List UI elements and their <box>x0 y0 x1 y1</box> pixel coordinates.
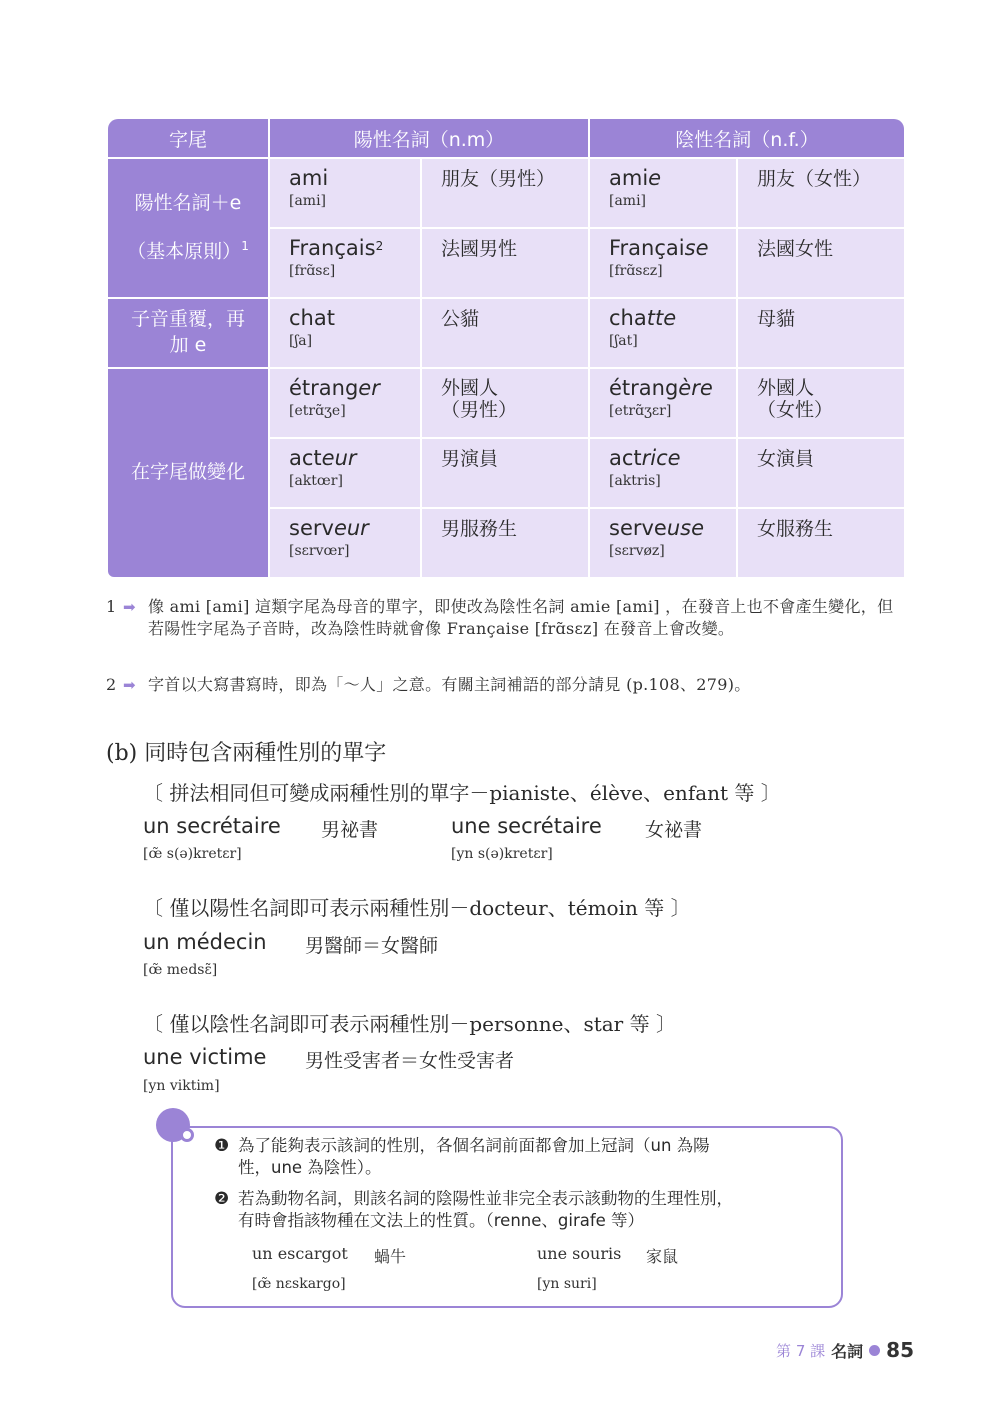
fem-ipa: [ami] <box>609 193 647 209</box>
category-basic <box>108 159 268 297</box>
category-suffix-change <box>108 369 268 577</box>
masc-ipa: [sɛrvœr] <box>289 543 350 559</box>
masc-meaning-cell <box>422 229 588 297</box>
category-label: 加 e <box>169 334 207 356</box>
tip-text: 性，une 為陰性）。 <box>238 1158 382 1177</box>
fem-meaning-cell <box>738 299 904 367</box>
example-ipa: [œ̃ s(ə)kretɛr] <box>143 846 242 862</box>
masc-meaning-cell <box>422 299 588 367</box>
masc-word: acteur <box>289 446 357 470</box>
table-row <box>108 159 904 227</box>
fem-meaning: 母貓 <box>757 308 796 330</box>
example-meaning: 女祕書 <box>645 819 703 841</box>
footnote-text: 字首以大寫書寫時，即為「～人」之意。有關主詞補語的部分請見 (p.108、279)。 <box>148 675 751 694</box>
fem-meaning-cell <box>738 439 904 507</box>
category-label: 在字尾做變化 <box>130 461 245 484</box>
example-word: un médecin <box>143 930 267 954</box>
fem-word: Française <box>609 236 709 260</box>
tip-text: 有時會指該物種在文法上的性質。（renne、girafe 等） <box>238 1211 645 1230</box>
tip-example-word: un escargot <box>252 1244 348 1263</box>
fem-ipa: [ʃat] <box>609 333 638 349</box>
masc-word: chat <box>289 306 335 330</box>
fem-ipa: [etrɑ̃ʒɛr] <box>609 403 672 419</box>
masc-word: serveur <box>289 516 369 540</box>
lesson-label: 第 7 課 <box>776 1341 826 1360</box>
masc-meaning: 朋友（男性） <box>441 168 556 190</box>
footnote-text: 像 ami [ami] 這類字尾為母音的單字，即使改為陰性名詞 amie [ami] ，在發音上也不會產生變化，但若陽性字尾為子音時，改為陰性時就會像 Française [frɑ̃sɛz] 在發音上會改變。 <box>148 597 894 638</box>
category-label: 子音重覆，再 <box>130 308 245 331</box>
masc-word: Français$^2$ <box>289 236 384 260</box>
number-one-icon: ❶ <box>214 1136 230 1156</box>
fem-word-cell <box>590 369 736 437</box>
topic-label: 名詞 <box>831 1341 864 1361</box>
fem-meaning: （女性） <box>757 399 834 421</box>
tip-example-meaning: 家鼠 <box>646 1247 679 1266</box>
masc-word-cell <box>270 369 420 437</box>
tip-example-ipa: [yn suri] <box>537 1276 597 1292</box>
masc-word: étranger <box>289 376 380 400</box>
masc-meaning-cell <box>422 439 588 507</box>
masc-meaning: 外國人 <box>441 377 499 399</box>
fem-word: étrangère <box>609 376 713 400</box>
fem-meaning: 法國女性 <box>757 238 834 260</box>
masc-meaning: 法國男性 <box>441 238 518 260</box>
masc-meaning: （男性） <box>441 399 518 421</box>
masc-word-cell <box>270 439 420 507</box>
example-word: une secrétaire <box>451 814 602 838</box>
fem-word-cell <box>590 299 736 367</box>
example-meaning: 男性受害者＝女性受害者 <box>305 1050 515 1072</box>
header-suffix: 字尾 <box>108 119 268 157</box>
example-word: un secrétaire <box>143 814 281 838</box>
group-heading: 〔 拼法相同但可變成兩種性別的單字－pianiste、élève、enfant 等 〕 <box>143 781 781 805</box>
masc-meaning: 公貓 <box>441 308 480 330</box>
fem-word-cell <box>590 159 736 227</box>
tip-example-word: une souris <box>537 1244 622 1263</box>
example-ipa: [œ̃ medsɛ̃] <box>143 962 218 978</box>
section-title: (b) 同時包含兩種性別的單字 <box>106 741 387 766</box>
masc-meaning: 男服務生 <box>441 518 518 540</box>
footnote-number: 2 <box>106 675 117 694</box>
fem-meaning-cell <box>738 369 904 437</box>
fem-word: amie <box>609 166 662 190</box>
category-label: （基本原則）$^1$ <box>127 239 249 263</box>
tip-item <box>214 1188 834 1232</box>
fem-meaning-cell <box>738 159 904 227</box>
masc-meaning-cell <box>422 159 588 227</box>
example-meaning: 男祕書 <box>321 819 379 841</box>
masc-ipa: [etrɑ̃ʒe] <box>289 403 346 419</box>
arrow-right-icon: ➡ <box>123 676 136 694</box>
tip-example-meaning: 蝸牛 <box>374 1247 407 1266</box>
fem-word: actrice <box>609 446 681 470</box>
fem-ipa: [aktris] <box>609 473 661 489</box>
fem-word-cell <box>590 439 736 507</box>
tip-dot-icon <box>180 1128 194 1142</box>
arrow-right-icon: ➡ <box>123 598 136 616</box>
fem-meaning-cell <box>738 229 904 297</box>
fem-meaning: 朋友（女性） <box>757 168 872 190</box>
page-number: 85 <box>886 1338 914 1362</box>
footnote-1 <box>106 596 906 640</box>
group-heading: 〔 僅以陰性名詞即可表示兩種性別－personne、star 等 〕 <box>143 1012 676 1036</box>
example-ipa: [yn viktim] <box>143 1078 220 1094</box>
footnote-2 <box>106 674 906 696</box>
masc-meaning-cell <box>422 509 588 577</box>
masc-ipa: [frɑ̃sɛ] <box>289 263 336 279</box>
tip-example-ipa: [œ̃ nɛskargo] <box>252 1276 346 1292</box>
example-meaning: 男醫師＝女醫師 <box>305 935 439 957</box>
category-double-consonant <box>108 299 268 367</box>
masc-meaning-cell <box>422 369 588 437</box>
masc-word-cell <box>270 299 420 367</box>
header-feminine: 陰性名詞（n.f.） <box>590 119 904 157</box>
masc-word-cell <box>270 159 420 227</box>
gender-table <box>106 117 906 579</box>
group-heading: 〔 僅以陽性名詞即可表示兩種性別－docteur、témoin 等 〕 <box>143 896 691 920</box>
fem-word-cell <box>590 509 736 577</box>
tip-text: 為了能夠表示該詞的性別，各個名詞前面都會加上冠詞（un 為陽 <box>238 1136 710 1155</box>
fem-meaning: 外國人 <box>757 377 815 399</box>
tip-text: 若為動物名詞，則該名詞的陰陽性並非完全表示該動物的生理性別， <box>238 1189 733 1208</box>
masc-word: ami <box>289 166 329 190</box>
fem-meaning: 女服務生 <box>757 518 834 540</box>
category-label: 陽性名詞＋e <box>134 191 242 214</box>
table-header-row <box>108 119 904 157</box>
masc-ipa: [ami] <box>289 193 327 209</box>
fem-word: chatte <box>609 306 677 330</box>
fem-meaning: 女演員 <box>757 448 815 470</box>
masc-word-cell <box>270 509 420 577</box>
tip-item <box>214 1135 834 1179</box>
fem-word-cell <box>590 229 736 297</box>
masc-ipa: [ʃa] <box>289 333 313 349</box>
example-ipa: [yn s(ə)kretɛr] <box>451 846 553 862</box>
bullet-icon <box>869 1345 880 1356</box>
table-row <box>108 369 904 437</box>
header-masculine: 陽性名詞（n.m） <box>270 119 588 157</box>
fem-ipa: [frɑ̃sɛz] <box>609 263 663 279</box>
masc-meaning: 男演員 <box>441 448 499 470</box>
footnote-number: 1 <box>106 597 117 616</box>
masc-word-cell <box>270 229 420 297</box>
table-row <box>108 299 904 367</box>
fem-meaning-cell <box>738 509 904 577</box>
masc-ipa: [aktœr] <box>289 473 343 489</box>
example-word: une victime <box>143 1045 267 1069</box>
page-footer <box>776 1338 914 1362</box>
fem-ipa: [sɛrvøz] <box>609 543 665 559</box>
fem-word: serveuse <box>609 516 705 540</box>
number-two-icon: ❷ <box>214 1189 230 1209</box>
